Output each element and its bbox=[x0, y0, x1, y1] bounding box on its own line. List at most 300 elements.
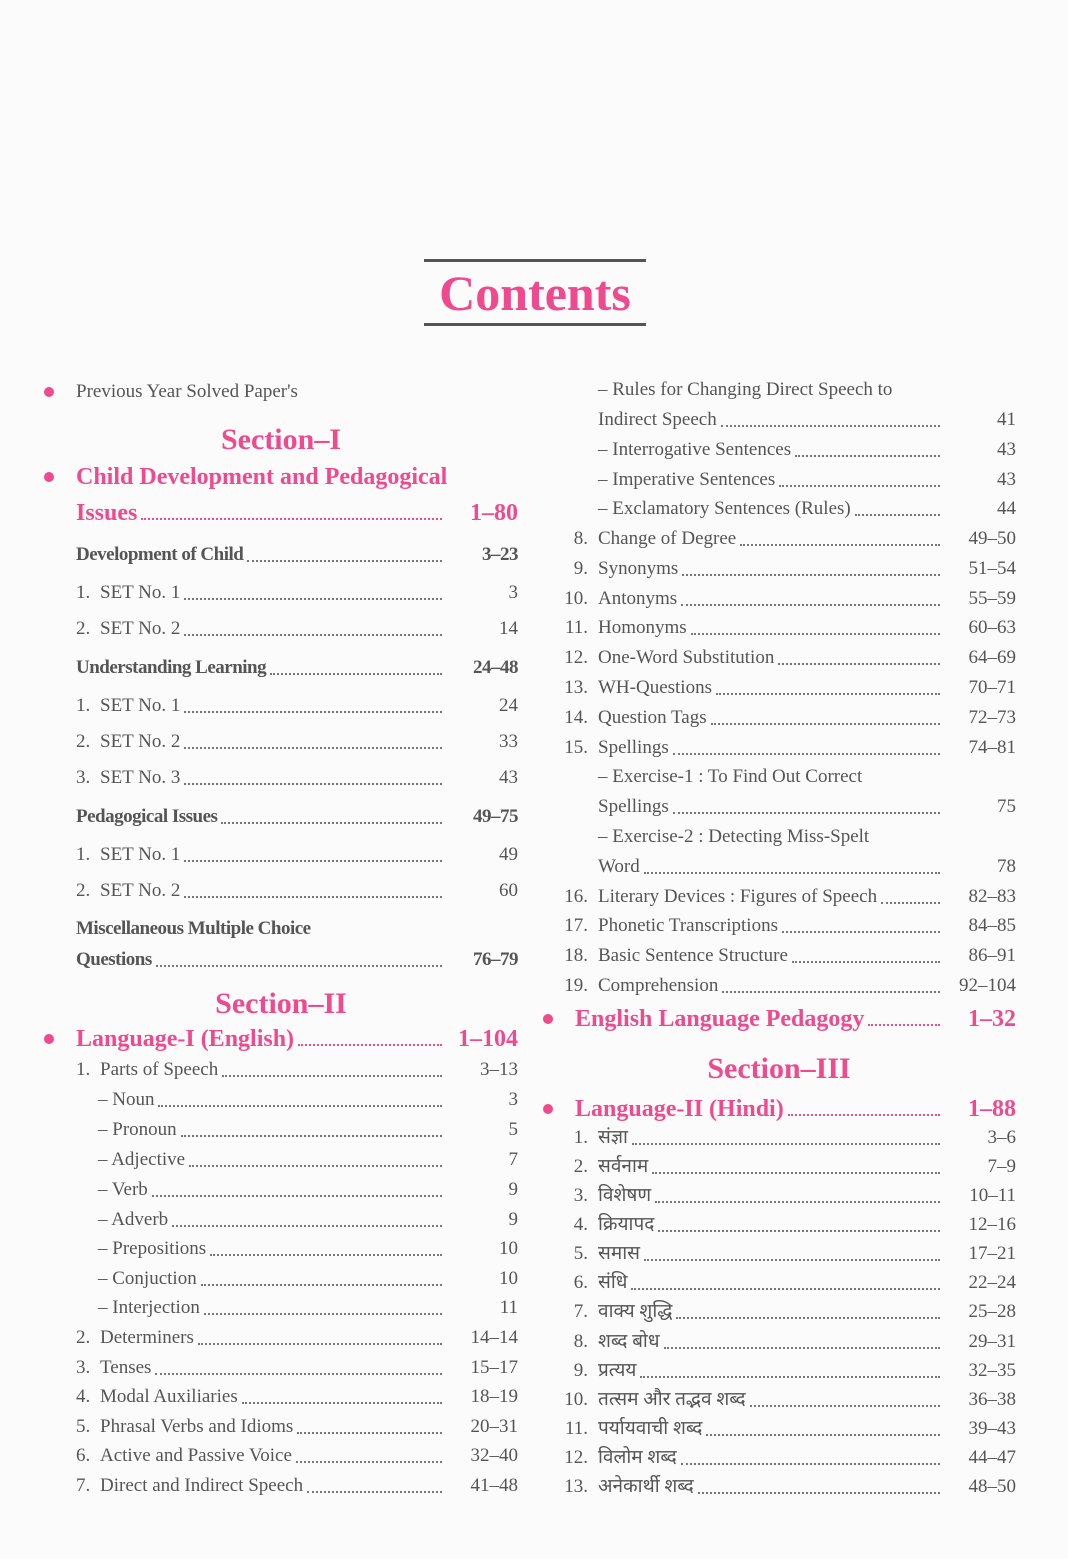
toc-entry bbox=[564, 1387, 1016, 1413]
dot-leader bbox=[658, 1230, 940, 1232]
dot-leader bbox=[722, 991, 940, 993]
dot-leader bbox=[198, 1343, 442, 1345]
dot-leader bbox=[691, 633, 940, 635]
entry-title: शब्द बोध bbox=[598, 1330, 660, 1352]
toc-entry bbox=[573, 1154, 1016, 1180]
page-title: Contents bbox=[439, 265, 631, 321]
entry-number: 4. bbox=[76, 1386, 91, 1407]
entry-title: क्रियापद bbox=[598, 1214, 655, 1236]
dot-leader bbox=[158, 1105, 442, 1107]
entry-title: सर्वनाम bbox=[598, 1156, 649, 1178]
toc-entry bbox=[76, 1443, 518, 1469]
entry-number: 15. bbox=[564, 736, 588, 758]
page-range: 64–69 bbox=[968, 647, 1016, 669]
page-range: 14–14 bbox=[470, 1327, 518, 1348]
page-range: 3–23 bbox=[482, 544, 518, 565]
entry-number: 2. bbox=[76, 880, 91, 901]
entry-title: Spellings bbox=[598, 796, 669, 818]
section-heading-1: Section–I bbox=[221, 423, 341, 456]
page-range: 43 bbox=[997, 469, 1016, 490]
entry-number: 18. bbox=[564, 945, 588, 967]
page-range: 20–31 bbox=[470, 1416, 518, 1437]
entry-number: 1. bbox=[573, 1127, 588, 1148]
entry-number: 1. bbox=[76, 695, 91, 716]
toc-entry bbox=[598, 496, 1016, 522]
page-range: 9 bbox=[508, 1179, 518, 1200]
toc-entry bbox=[76, 1325, 518, 1351]
toc-entry bbox=[76, 693, 518, 719]
page-range: 41 bbox=[997, 409, 1016, 430]
entry-title: Question Tags bbox=[598, 706, 707, 728]
entry-title: – Exclamatory Sentences (Rules) bbox=[598, 498, 851, 519]
entry-title: – Imperative Sentences bbox=[598, 469, 776, 490]
page-range: 48–50 bbox=[968, 1475, 1016, 1497]
entry-title: Comprehension bbox=[598, 975, 719, 996]
entry-title: Questions bbox=[76, 949, 152, 970]
entry-title: विशेषण bbox=[598, 1185, 652, 1207]
page-range: 78 bbox=[997, 855, 1016, 877]
page-range: 70–71 bbox=[968, 677, 1016, 698]
entry-title: Literary Devices : Figures of Speech bbox=[598, 885, 878, 907]
entry-number: 3. bbox=[76, 767, 91, 788]
dot-leader bbox=[779, 485, 940, 487]
toc-entry bbox=[598, 437, 1016, 463]
page-range: 24–48 bbox=[473, 657, 518, 678]
dot-leader bbox=[247, 560, 442, 562]
dot-leader bbox=[156, 965, 442, 967]
entry-number: 6. bbox=[573, 1272, 588, 1294]
dot-leader bbox=[664, 1347, 940, 1349]
dot-leader bbox=[676, 1317, 940, 1319]
toc-entry bbox=[575, 1094, 1016, 1124]
dot-leader bbox=[673, 812, 940, 814]
dot-leader bbox=[204, 1313, 442, 1315]
entry-title: – Adjective bbox=[98, 1149, 186, 1170]
dot-leader bbox=[881, 902, 940, 904]
dot-leader bbox=[632, 1143, 940, 1145]
entry-number: 5. bbox=[76, 1416, 91, 1437]
entry-title: Tenses bbox=[100, 1357, 152, 1378]
toc-entry bbox=[564, 884, 1016, 910]
page-range: 14 bbox=[499, 618, 518, 639]
dot-leader bbox=[184, 634, 442, 636]
page-range: 51–54 bbox=[968, 557, 1016, 579]
page-range: 76–79 bbox=[473, 949, 518, 970]
toc-entry bbox=[76, 1024, 518, 1054]
entry-number: 3. bbox=[573, 1185, 588, 1207]
page-range: 7 bbox=[508, 1149, 518, 1170]
entry-title: संधि bbox=[598, 1272, 628, 1294]
dot-leader bbox=[141, 518, 442, 520]
entry-title: तत्सम और तद्भव शब्द bbox=[598, 1388, 746, 1410]
entry-number: 7. bbox=[573, 1301, 588, 1323]
toc-entry bbox=[598, 824, 1016, 850]
entry-title: – Exercise-2 : Detecting Miss-Spelt bbox=[598, 826, 870, 847]
toc-entry bbox=[76, 916, 518, 942]
toc-entry bbox=[573, 1270, 1016, 1296]
toc-entry bbox=[76, 616, 518, 642]
toc-entry bbox=[598, 467, 1016, 493]
entry-number: 12. bbox=[564, 647, 588, 669]
toc-entry bbox=[598, 407, 1016, 433]
page-range: 49 bbox=[499, 844, 518, 865]
title-rule-bottom bbox=[424, 323, 646, 326]
entry-number: 17. bbox=[564, 915, 588, 937]
page-range: 3 bbox=[508, 582, 518, 603]
dot-leader bbox=[296, 1461, 442, 1463]
toc-entry bbox=[564, 615, 1016, 641]
entry-title: Change of Degree bbox=[598, 528, 737, 549]
entry-title: Spellings bbox=[598, 736, 669, 758]
entry-title: SET No. 2 bbox=[100, 731, 181, 752]
toc-entry bbox=[564, 1474, 1016, 1500]
dot-leader bbox=[181, 1135, 442, 1137]
toc-entry bbox=[564, 705, 1016, 731]
page-range: 82–83 bbox=[968, 885, 1016, 907]
toc-entry bbox=[98, 1177, 518, 1203]
dot-leader bbox=[782, 931, 940, 933]
entry-title: Direct and Indirect Speech bbox=[100, 1475, 304, 1496]
dot-leader bbox=[184, 747, 442, 749]
toc-entry bbox=[573, 556, 1016, 582]
entry-number: 13. bbox=[564, 1475, 588, 1497]
dot-leader bbox=[184, 711, 442, 713]
dot-leader bbox=[682, 574, 940, 576]
page-range: 43 bbox=[997, 439, 1016, 460]
page-range: 22–24 bbox=[968, 1272, 1016, 1294]
page-range: 41–48 bbox=[470, 1475, 518, 1496]
toc-entry bbox=[598, 764, 1016, 790]
page-range: 1–80 bbox=[470, 500, 518, 526]
toc-entry bbox=[98, 1087, 518, 1113]
page-range: 17–21 bbox=[968, 1243, 1016, 1265]
toc-entry bbox=[98, 1117, 518, 1143]
toc-entry bbox=[573, 1212, 1016, 1238]
dot-leader bbox=[172, 1225, 442, 1227]
page-range: 3–6 bbox=[987, 1127, 1016, 1148]
page-range: 3–13 bbox=[480, 1059, 518, 1080]
dot-leader bbox=[297, 1432, 442, 1434]
toc-entry bbox=[564, 913, 1016, 939]
dot-leader bbox=[792, 961, 940, 963]
dot-leader bbox=[184, 598, 442, 600]
dot-leader bbox=[740, 544, 940, 546]
entry-number: 1. bbox=[76, 844, 91, 865]
dot-leader bbox=[152, 1195, 442, 1197]
entry-number: 11. bbox=[564, 1417, 588, 1439]
entry-title: – Interjection bbox=[98, 1297, 200, 1318]
toc-entry bbox=[76, 462, 518, 492]
dot-leader bbox=[716, 693, 940, 695]
entry-title: SET No. 1 bbox=[100, 582, 181, 603]
entry-title: – Verb bbox=[98, 1179, 148, 1200]
dot-leader bbox=[698, 1492, 940, 1494]
page-range: 1–32 bbox=[968, 1006, 1016, 1032]
toc-entry bbox=[564, 973, 1016, 999]
section-heading-3: Section–III bbox=[707, 1052, 851, 1085]
entry-number: 12. bbox=[564, 1446, 588, 1468]
dot-leader bbox=[155, 1373, 442, 1375]
entry-title: SET No. 1 bbox=[100, 695, 181, 716]
entry-title: – Adverb bbox=[98, 1209, 169, 1230]
toc-entry bbox=[76, 498, 518, 528]
bullet-icon bbox=[543, 1104, 553, 1114]
page-range: 49–75 bbox=[473, 806, 518, 827]
entry-title: Modal Auxiliaries bbox=[100, 1386, 238, 1407]
dot-leader bbox=[795, 455, 940, 457]
toc-entry bbox=[76, 1057, 518, 1083]
entry-title: संज्ञा bbox=[598, 1127, 628, 1148]
page-range: 5 bbox=[508, 1119, 518, 1140]
entry-number: 19. bbox=[564, 975, 588, 996]
entry-number: 7. bbox=[76, 1475, 91, 1496]
bullet-icon bbox=[44, 387, 54, 397]
toc-entry bbox=[573, 526, 1016, 552]
toc-entry bbox=[76, 379, 518, 405]
entry-title: Child Development and Pedagogical bbox=[76, 464, 448, 490]
bullet-icon bbox=[44, 472, 54, 482]
page-range: 92–104 bbox=[959, 975, 1016, 996]
entry-number: 2. bbox=[76, 731, 91, 752]
entry-number: 4. bbox=[573, 1214, 588, 1236]
bullet-icon bbox=[543, 1014, 553, 1024]
page-range: 29–31 bbox=[968, 1330, 1016, 1352]
toc-entry bbox=[76, 1355, 518, 1381]
toc-entry bbox=[98, 1266, 518, 1292]
toc-entry bbox=[76, 947, 518, 973]
page-range: 15–17 bbox=[470, 1357, 518, 1378]
entry-title: Antonyms bbox=[598, 587, 678, 609]
entry-title: Active and Passive Voice bbox=[100, 1445, 292, 1466]
dot-leader bbox=[868, 1024, 940, 1026]
page-range: 60 bbox=[499, 880, 518, 901]
entry-number: 14. bbox=[564, 706, 588, 728]
toc-entry bbox=[76, 580, 518, 606]
toc-entry bbox=[564, 735, 1016, 761]
toc-entry bbox=[564, 1445, 1016, 1471]
entry-title: Development of Child bbox=[76, 544, 244, 565]
entry-number: 2. bbox=[76, 1327, 91, 1348]
entry-title: Synonyms bbox=[598, 557, 679, 579]
page-range: 9 bbox=[508, 1209, 518, 1230]
entry-title: Determiners bbox=[100, 1327, 194, 1348]
entry-title: Indirect Speech bbox=[598, 409, 717, 430]
entry-title: – Interrogative Sentences bbox=[598, 439, 792, 460]
entry-title: – Conjuction bbox=[98, 1268, 197, 1289]
dot-leader bbox=[222, 1075, 442, 1077]
page-range: 1–104 bbox=[458, 1026, 518, 1052]
page-range: 33 bbox=[499, 731, 518, 752]
toc-entry bbox=[98, 1295, 518, 1321]
dot-leader bbox=[644, 1259, 940, 1261]
dot-leader bbox=[681, 604, 940, 606]
dot-leader bbox=[270, 673, 442, 675]
toc-entry bbox=[76, 842, 518, 868]
toc-entry bbox=[76, 542, 518, 568]
page-range: 18–19 bbox=[470, 1386, 518, 1407]
dot-leader bbox=[655, 1201, 940, 1203]
toc-entry bbox=[575, 1004, 1016, 1034]
entry-title: – Noun bbox=[98, 1089, 155, 1110]
entry-number: 10. bbox=[564, 1388, 588, 1410]
page-range: 60–63 bbox=[968, 617, 1016, 639]
dot-leader bbox=[184, 896, 442, 898]
entry-number: 8. bbox=[573, 528, 588, 549]
entry-title: Issues bbox=[76, 500, 138, 526]
page-range: 7–9 bbox=[987, 1156, 1016, 1178]
toc-entry bbox=[76, 655, 518, 681]
toc-entry bbox=[573, 1183, 1016, 1209]
entry-title: SET No. 3 bbox=[100, 767, 181, 788]
toc-entry bbox=[598, 854, 1016, 880]
page-range: 12–16 bbox=[968, 1214, 1016, 1236]
entry-title: – Exercise-1 : To Find Out Correct bbox=[598, 766, 863, 788]
entry-title: अनेकार्थी शब्द bbox=[598, 1475, 694, 1497]
dot-leader bbox=[298, 1044, 442, 1046]
entry-number: 11. bbox=[564, 617, 588, 639]
toc-entry bbox=[76, 765, 518, 791]
entry-title: Pedagogical Issues bbox=[76, 806, 218, 827]
page-range: 1–88 bbox=[968, 1096, 1016, 1122]
entry-title: समास bbox=[598, 1243, 640, 1265]
entry-title: Language-II (Hindi) bbox=[575, 1096, 784, 1122]
dot-leader bbox=[778, 663, 940, 665]
dot-leader bbox=[706, 1434, 940, 1436]
entry-title: WH-Questions bbox=[598, 677, 712, 698]
page-range: 44–47 bbox=[968, 1446, 1016, 1468]
toc-entry bbox=[564, 645, 1016, 671]
page-range: 49–50 bbox=[968, 528, 1016, 549]
page-range: 43 bbox=[499, 767, 518, 788]
entry-title: Miscellaneous Multiple Choice bbox=[76, 918, 311, 939]
entry-title: पर्यायवाची शब्द bbox=[598, 1417, 703, 1439]
page-range: 72–73 bbox=[968, 706, 1016, 728]
entry-number: 9. bbox=[573, 1359, 588, 1381]
toc-entry bbox=[76, 1473, 518, 1499]
entry-title: प्रत्यय bbox=[598, 1359, 637, 1381]
dot-leader bbox=[189, 1165, 442, 1167]
toc-entry bbox=[573, 1125, 1016, 1151]
toc-entry bbox=[564, 675, 1016, 701]
page-range: 55–59 bbox=[968, 587, 1016, 609]
entry-number: 10. bbox=[564, 587, 588, 609]
entry-title: – Pronoun bbox=[98, 1119, 177, 1140]
entry-number: 2. bbox=[573, 1156, 588, 1178]
dot-leader bbox=[652, 1172, 940, 1174]
page-range: 86–91 bbox=[968, 945, 1016, 967]
entry-title: विलोम शब्द bbox=[598, 1446, 677, 1468]
toc-entry bbox=[573, 1329, 1016, 1355]
entry-title: – Prepositions bbox=[98, 1238, 207, 1259]
entry-number: 8. bbox=[573, 1330, 588, 1352]
toc-entry bbox=[573, 1299, 1016, 1325]
page-range: 3 bbox=[508, 1089, 518, 1110]
page-range: 74–81 bbox=[968, 736, 1016, 758]
page-range: 84–85 bbox=[968, 915, 1016, 937]
toc-entry bbox=[598, 794, 1016, 820]
entry-title: English Language Pedagogy bbox=[575, 1006, 865, 1032]
toc-entry bbox=[564, 1416, 1016, 1442]
entry-number: 13. bbox=[564, 677, 588, 698]
entry-number: 2. bbox=[76, 618, 91, 639]
dot-leader bbox=[640, 1376, 940, 1378]
page-range: 75 bbox=[997, 796, 1016, 818]
entry-number: 6. bbox=[76, 1445, 91, 1466]
toc-entry bbox=[76, 729, 518, 755]
toc-entry bbox=[573, 1358, 1016, 1384]
dot-leader bbox=[750, 1405, 940, 1407]
dot-leader bbox=[242, 1402, 442, 1404]
entry-title: Language-I (English) bbox=[76, 1026, 295, 1052]
toc-entry bbox=[98, 1236, 518, 1262]
entry-title: Understanding Learning bbox=[76, 657, 267, 678]
toc-entry bbox=[76, 878, 518, 904]
toc-entry bbox=[98, 1207, 518, 1233]
toc-entry bbox=[76, 1414, 518, 1440]
entry-title: Basic Sentence Structure bbox=[598, 945, 788, 967]
toc-entry bbox=[573, 1241, 1016, 1267]
page-range: 36–38 bbox=[968, 1388, 1016, 1410]
dot-leader bbox=[201, 1284, 442, 1286]
section-heading-2: Section–II bbox=[215, 987, 347, 1020]
toc-entry bbox=[98, 1147, 518, 1173]
bullet-icon bbox=[44, 1034, 54, 1044]
toc-entry bbox=[76, 1384, 518, 1410]
page-range: 25–28 bbox=[968, 1301, 1016, 1323]
dot-leader bbox=[184, 860, 442, 862]
entry-number: 3. bbox=[76, 1357, 91, 1378]
page-range: 44 bbox=[997, 498, 1016, 519]
page-range: 11 bbox=[499, 1297, 518, 1318]
entry-title: SET No. 2 bbox=[100, 618, 181, 639]
toc-entry bbox=[76, 804, 518, 830]
entry-number: 5. bbox=[573, 1243, 588, 1265]
dot-leader bbox=[788, 1114, 940, 1116]
entry-title: Word bbox=[598, 855, 640, 877]
page-range: 39–43 bbox=[968, 1417, 1016, 1439]
toc-entry bbox=[564, 586, 1016, 612]
entry-title: Previous Year Solved Paper's bbox=[76, 381, 298, 402]
entry-title: SET No. 1 bbox=[100, 844, 181, 865]
page-range: 10 bbox=[499, 1268, 518, 1289]
dot-leader bbox=[210, 1254, 442, 1256]
page-range: 32–35 bbox=[968, 1359, 1016, 1381]
page-range: 10–11 bbox=[969, 1185, 1016, 1207]
entry-title: Phonetic Transcriptions bbox=[598, 915, 778, 937]
page-range: 10 bbox=[499, 1238, 518, 1259]
dot-leader bbox=[221, 822, 442, 824]
entry-title: Phrasal Verbs and Idioms bbox=[100, 1416, 294, 1437]
dot-leader bbox=[673, 753, 940, 755]
dot-leader bbox=[721, 425, 940, 427]
toc-entry bbox=[598, 377, 1016, 403]
entry-number: 16. bbox=[564, 885, 588, 907]
toc-entry bbox=[564, 943, 1016, 969]
entry-title: – Rules for Changing Direct Speech to bbox=[598, 379, 893, 400]
entry-title: Parts of Speech bbox=[100, 1059, 219, 1080]
page-range: 24 bbox=[499, 695, 518, 716]
dot-leader bbox=[681, 1463, 940, 1465]
page-range: 32–40 bbox=[470, 1445, 518, 1466]
entry-title: SET No. 2 bbox=[100, 880, 181, 901]
dot-leader bbox=[855, 514, 940, 516]
entry-title: Homonyms bbox=[598, 617, 687, 639]
entry-number: 1. bbox=[76, 582, 91, 603]
dot-leader bbox=[631, 1288, 940, 1290]
dot-leader bbox=[711, 723, 940, 725]
entry-title: वाक्य शुद्धि bbox=[598, 1301, 673, 1323]
entry-number: 1. bbox=[76, 1059, 91, 1080]
